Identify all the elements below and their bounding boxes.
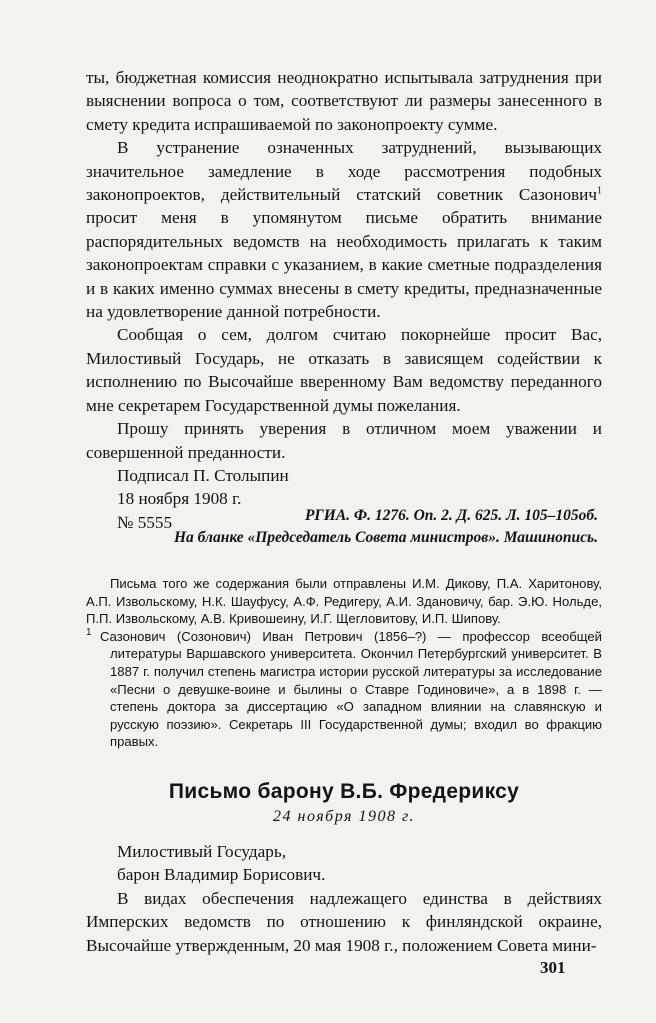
salutation: Милостивый Государь, <box>117 842 287 861</box>
letter-date: 18 ноября 1908 г. <box>117 489 242 509</box>
recipients-note: Письма того же содержания были отправлены И.М. Дикову, П.А. Харитонову, А.П. Извольскому, Н.К. Шауфусу, А.Ф. Редигеру, А.И. Здановичу, бар. Э.Ю. Нольде, П.П. Извольскому, А.В. Кривошеину, И.Г. Щегловитову, И.П. Шипову. <box>86 576 602 627</box>
salutation-name: барон Владимир Борисович. <box>117 865 326 885</box>
paragraph-finland: В видах обеспечения надлежащего единства в действиях Имперских ведомств по отношению к финляндской окраине, Высочайше утвержденным, 20 мая 1908 г., положением Совета мини- <box>86 888 602 955</box>
footnote-text: Сазонович (Созонович) Иван Петрович (1856–?) — профессор всеобщей литературы Варшавского университета. Окончил Петербургский университет. В 1887 г. получил степень магистра истории русской литературы за исследование «Песни о девушке-воине и былины о Ставре Годиновиче», а в 1898 г. — степень доктора за диссертацию «О западном влиянии на славянскую и русскую поэзию». Секретарь III Государственной думы; входил во фракцию правых. <box>100 628 602 750</box>
page-number: 301 <box>540 958 566 977</box>
notes-block <box>86 575 602 751</box>
paragraph-sazonovich-start: В устранение означенных затруднений, вызывающих значительное замедление в ходе рассмотрения подобных законопроектов, действительный статский советник Сазонович <box>86 138 602 205</box>
paragraph-sazonovich <box>86 136 602 323</box>
letter-body-bottom <box>86 840 602 957</box>
source-reference: РГИА. Ф. 1276. Оп. 2. Д. 625. Л. 105–105об. <box>304 507 598 524</box>
paragraph-closing: Прошу принять уверения в отличном моем уважении и совершенной преданности. <box>86 419 602 462</box>
signature-line: Подписал П. Столыпин <box>117 465 289 485</box>
footnote-ref: 1 <box>597 185 602 197</box>
letter-number: № 5555 <box>117 512 173 532</box>
paragraph-sazonovich-rest: просит меня в упомянутом письме обратить внимание распорядительных ведомств на необходимость прилагать к таким законопроектам справки с указанием, в какие сметные подразделения и в каких именно суммах внесены в смету кредиты, предназначенные на удовлетворение данной потребности. <box>86 208 602 322</box>
archival-source <box>86 505 598 549</box>
paragraph-continuation: ты, бюджетная комиссия неоднократно испытывала затруднения при выяснении вопроса о том, соответствуют ли размеры занесенного в смету кредита испрашиваемой по законопроекту сумме. <box>86 68 602 134</box>
letter-body-top <box>86 66 602 534</box>
section-heading: Письмо барону В.Б. Фредериксу <box>168 780 520 803</box>
paragraph-request: Сообщая о сем, долгом считаю покорнейше просит Вас, Милостивый Государь, не отказать в зависящем содействии к исполнению по Высочайше вверенному Вам ведомству переданного мне секретарем Государственной думы пожелания. <box>86 325 602 415</box>
source-description: На бланке «Председатель Совета министров». Машинопись. <box>174 529 598 546</box>
section-date: 24 ноября 1908 г. <box>273 808 415 825</box>
footnote-1: $^1$ Сазонович (Созонович) Иван Петрович (1856–?) — профессор всеобщей литературы Варшавского университета. Окончил Петербургский университет. В 1887 г. получил степень магистра истории русской литературы за исследование «Песни о девушке-воине и былины о Ставре Годиновиче», а в 1898 г. — степень доктора за диссертацию «О западном влиянии на славянскую и русскую поэзию». Секретарь III Государственной думы; входил во фракцию правых. <box>86 627 602 750</box>
